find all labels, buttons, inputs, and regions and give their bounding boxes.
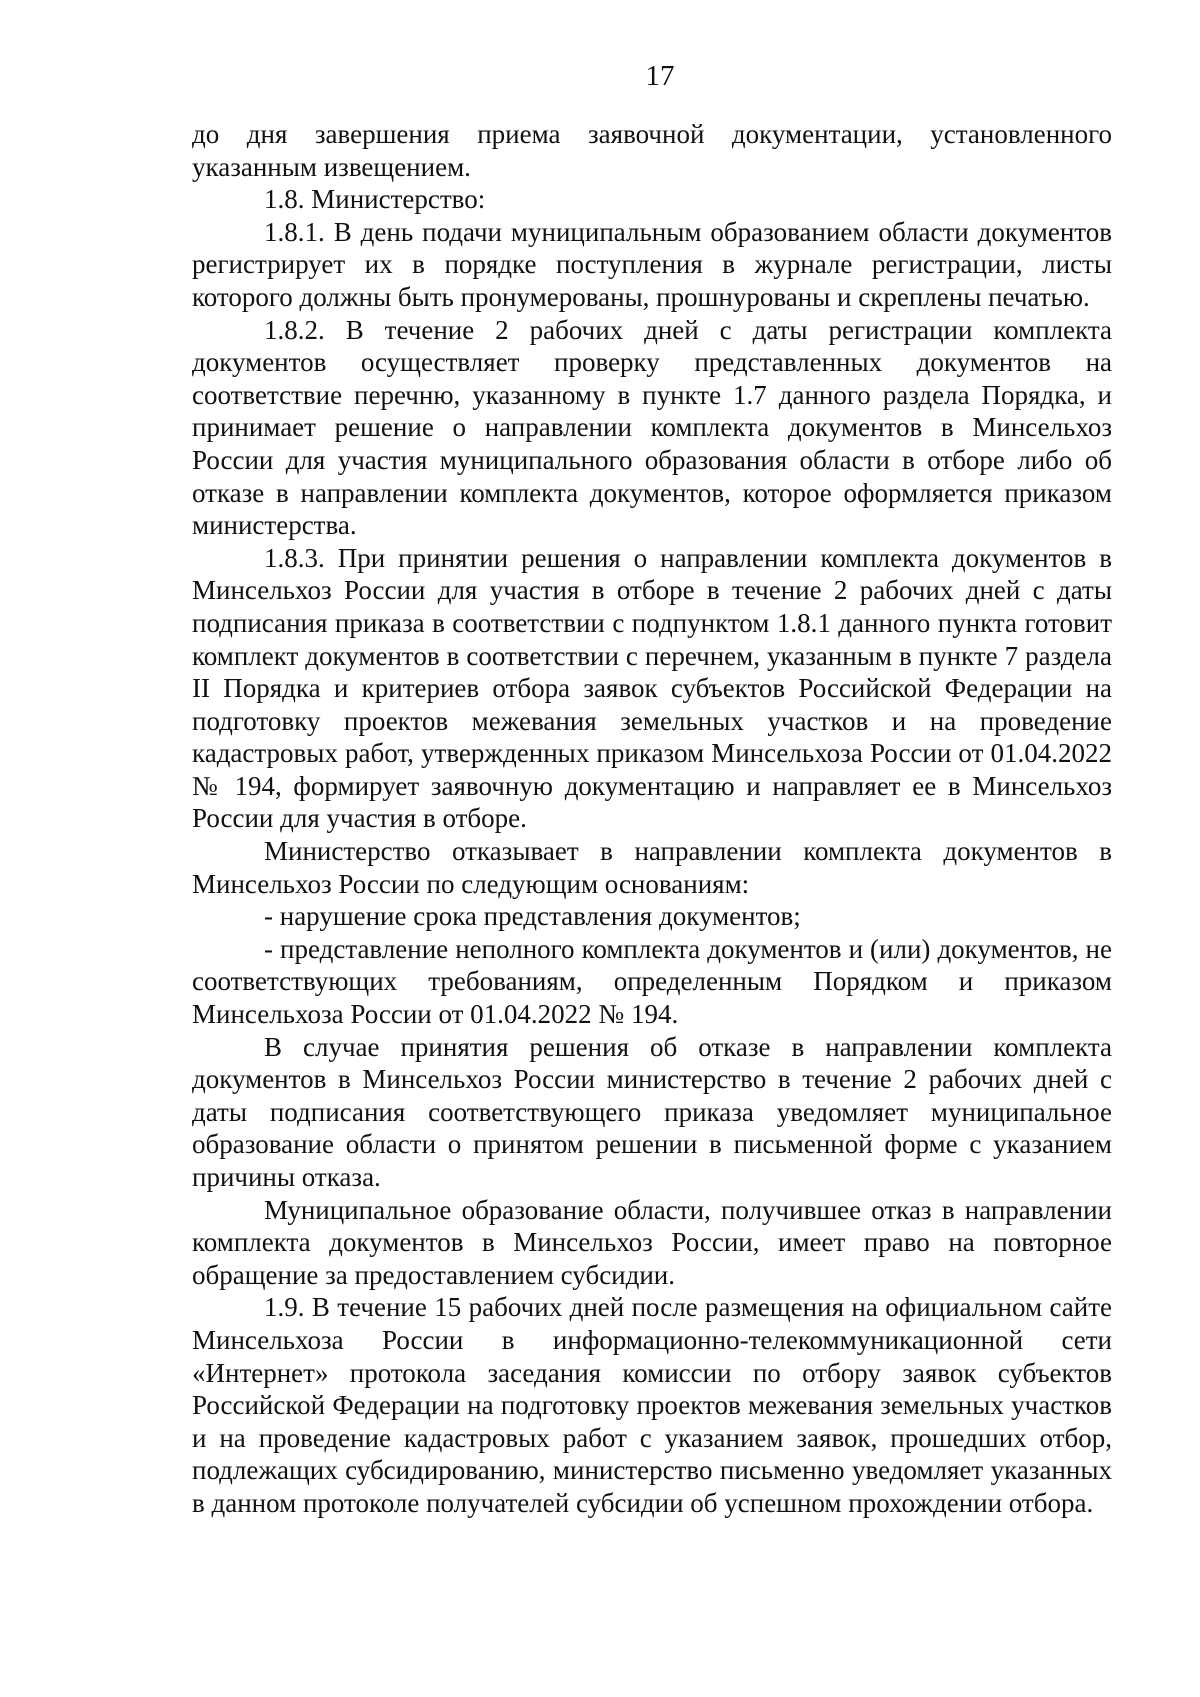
list-item-incomplete-documents: - представление неполного комплекта документов и (или) документов, не соответствующих требованиям, определенным Порядком и приказом Минсельхоза России от 01.04.2022 № 194.: [192, 933, 1112, 1030]
paragraph-1-8-3: 1.8.3. При принятии решения о направлении комплекта документов в Минсельхоз России для участия в отборе в течение 2 рабочих дней с даты подписания приказа в соответствии с подпунктом 1.8.1 данного пункта готовит комплект документов в соответствии с перечнем, указанным в пункте 7 раздела II Порядка и критериев отбора заявок субъектов Российской Федерации на подготовку проектов межевания земельных участков и на проведение кадастровых работ, утвержденных приказом Минсельхоза России от 01.04.2022 № 194, формирует заявочную документацию и направляет ее в Минсельхоз России для участия в отборе.: [192, 542, 1112, 834]
paragraph-1-8-1: 1.8.1. В день подачи муниципальным образованием области документов регистрирует их в порядке поступления в журнале регистрации, листы которого должны быть пронумерованы, прошнурованы и скреплены печатью.: [192, 216, 1112, 312]
document-body: [192, 118, 1112, 1520]
paragraph-1-8-2: 1.8.2. В течение 2 рабочих дней с даты регистрации комплекта документов осуществляет проверку представленных документов на соответствие перечню, указанному в пункте 1.7 данного раздела Порядка, и принимает решение о направлении комплекта документов в Минсельхоз России для участия муниципального образования области в отборе либо об отказе в направлении комплекта документов, которое оформляется приказом министерства.: [192, 314, 1112, 541]
paragraph-1-8: 1.8. Министерство:: [264, 184, 486, 215]
paragraph-1-9: 1.9. В течение 15 рабочих дней после размещения на официальном сайте Минсельхоза России в информационно-телекоммуникационной сети «Интернет» протокола заседания комиссии по отбору заявок субъектов Российской Федерации на подготовку проектов межевания земельных участков и на проведение кадастровых работ с указанием заявок, прошедших отбор, подлежащих субсидированию, министерство письменно уведомляет указанных в данном протоколе получателей субсидии об успешном прохождении отбора.: [192, 1292, 1112, 1518]
paragraph-refusal-grounds: Министерство отказывает в направлении комплекта документов в Минсельхоз России по следующим основаниям:: [192, 836, 1112, 899]
page-number: 17: [645, 60, 675, 92]
paragraph-repeat-application: Муниципальное образование области, получившее отказ в направлении комплекта документов в Минсельхоз России, имеет право на повторное обращение за предоставлением субсидии.: [192, 1194, 1112, 1290]
paragraph-continuation: до дня завершения приема заявочной документации, установленного указанным извещением.: [192, 119, 1112, 182]
paragraph-refusal-notice: В случае принятия решения об отказе в направлении комплекта документов в Минсельхоз России министерство в течение 2 рабочих дней с даты подписания соответствующего приказа уведомляет муниципальное образование области о принятом решении в письменной форме с указанием причины отказа.: [192, 1031, 1112, 1192]
list-item-deadline-violation: - нарушение срока представления документов;: [264, 901, 801, 932]
